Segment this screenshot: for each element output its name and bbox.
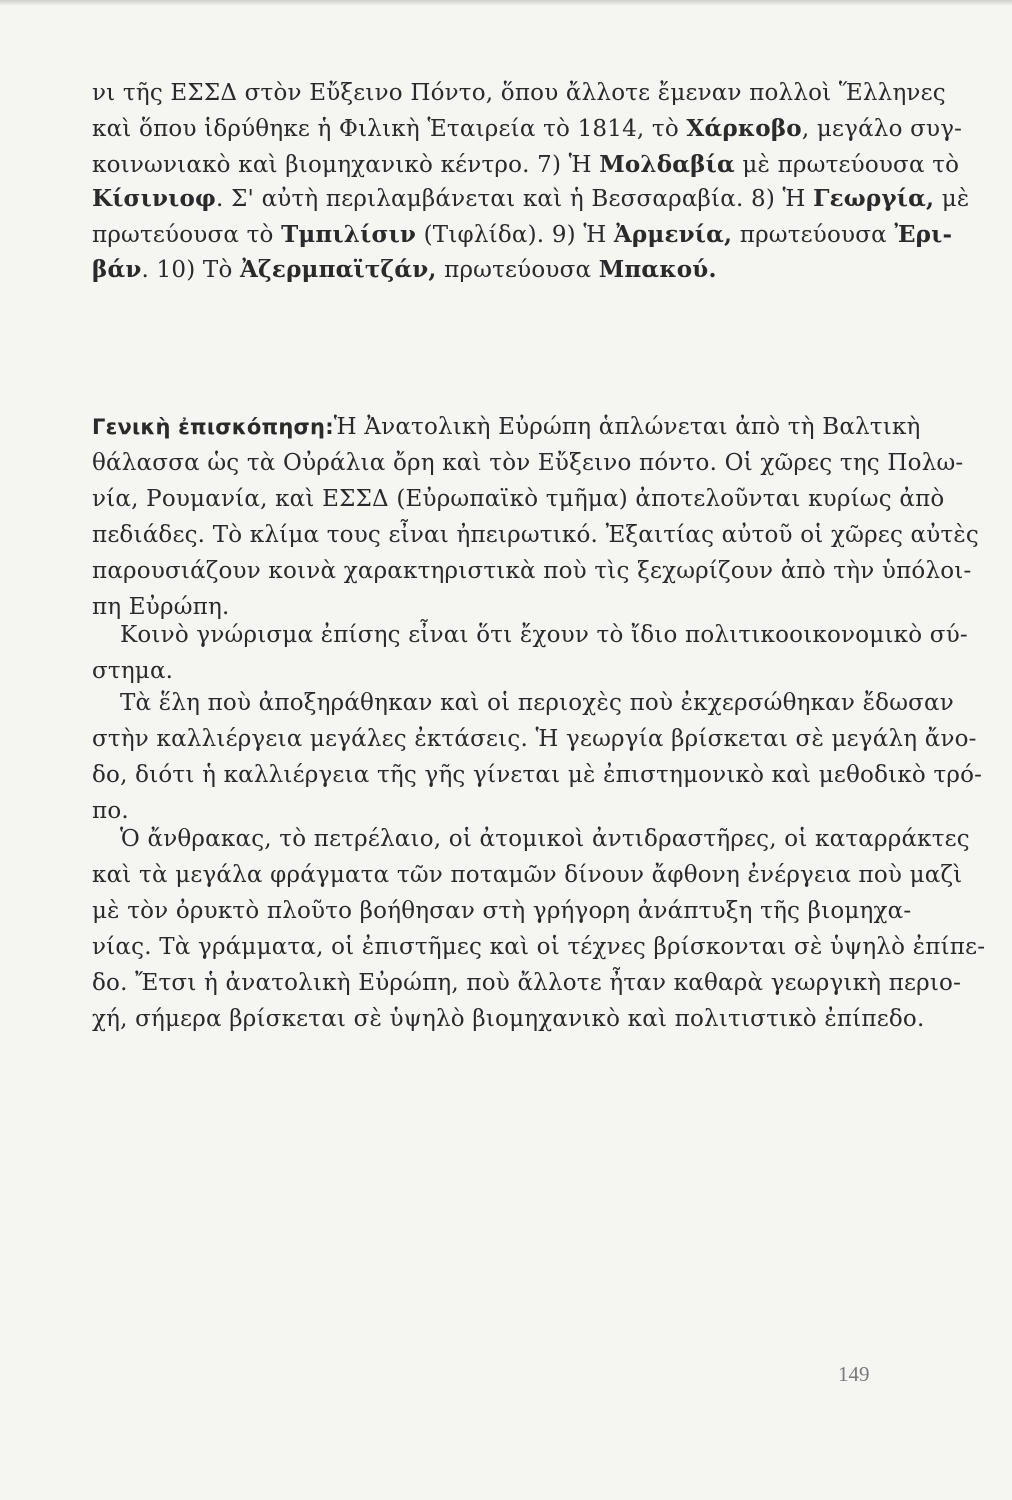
- text-line: μὲ τὸν ὀρυκτὸ πλοῦτο βοήθησαν στὴ γρήγορη ἀνάπτυξη τῆς βιομηχα-: [92, 898, 912, 924]
- text-line: δο, διότι ἡ καλλιέργεια τῆς γῆς γίνεται μὲ ἐπιστημονικὸ καὶ μεθοδικὸ τρό-: [92, 762, 983, 788]
- text-line: [92, 184, 969, 214]
- text-span: κοινωνιακὸ καὶ βιομηχανικὸ κέντρο. 7) Ἡ: [92, 152, 600, 178]
- text-line: πο.: [92, 798, 129, 824]
- page-number: 149: [838, 1362, 870, 1386]
- text-line: καὶ τὰ μεγάλα φράγματα τῶν ποταμῶν δίνουν ἄφθονη ἐνέργεια ποὺ μαζὶ: [92, 862, 963, 888]
- text-line: [92, 412, 921, 442]
- text-line: νι τῆς ΕΣΣΔ στὸν Εὔξεινο Πόντο, ὅπου ἄλλοτε ἔμεναν πολλοὶ Ἕλληνες: [92, 80, 946, 106]
- text-line: νίας. Τὰ γράμματα, οἱ ἐπιστῆμες καὶ οἱ τέχνες βρίσκονται σὲ ὑψηλὸ ἐπίπε-: [92, 934, 986, 960]
- text-line: [92, 220, 952, 250]
- text-line: στὴν καλλιέργεια μεγάλες ἐκτάσεις. Ἡ γεωργία βρίσκεται σὲ μεγάλη ἄνο-: [92, 726, 977, 752]
- text-line: θάλασσα ὡς τὰ Οὐράλια ὄρη καὶ τὸν Εὔξεινο πόντο. Οἱ χῶρες της Πολω-: [92, 450, 964, 476]
- text-line: δο. Ἔτσι ἡ ἀνατολικὴ Εὐρώπη, ποὺ ἄλλοτε ἦταν καθαρὰ γεωργικὴ περιο-: [92, 970, 962, 996]
- bold-term-kishinev: Κίσινιοφ: [92, 185, 217, 212]
- text-line: χή, σήμερα βρίσκεται σὲ ὑψηλὸ βιομηχανικὸ καὶ πολιτιστικὸ ἐπίπεδο.: [92, 1006, 925, 1032]
- bold-term-yerevan: Ἐρι-: [894, 221, 953, 248]
- bold-term-armenia: Ἀρμενία,: [613, 221, 733, 248]
- text-span: μὲ: [934, 186, 970, 212]
- text-line: Ὁ ἄνθρακας, τὸ πετρέλαιο, οἱ ἀτομικοὶ ἀντιδραστῆρες, οἱ καταρράκτες: [120, 826, 970, 852]
- bold-term-tbilisi: Τμπιλίσιν: [281, 221, 417, 248]
- bold-term-azerbaijan: Ἀζερμπαϊτζάν,: [240, 256, 437, 283]
- text-line: [92, 114, 962, 144]
- text-span: καὶ ὅπου ἱδρύθηκε ἡ Φιλικὴ Ἑταιρεία τὸ 1814, τὸ: [92, 116, 687, 142]
- text-line: στημα.: [92, 658, 174, 684]
- text-span: πρωτεύουσα: [436, 257, 599, 283]
- text-line: Τὰ ἕλη ποὺ ἀποξηράθηκαν καὶ οἱ περιοχὲς ποὺ ἐκχερσώθηκαν ἔδωσαν: [120, 690, 954, 716]
- text-line: πη Εὐρώπη.: [92, 594, 230, 620]
- bold-term-kharkov: Χάρκοβο: [686, 115, 802, 142]
- text-span: πρωτεύουσα: [732, 222, 895, 248]
- text-line: παρουσιάζουν κοινὰ χαρακτηριστικὰ ποὺ τὶς ξεχωρίζουν ἀπὸ τὴν ὑπόλοι-: [92, 558, 972, 584]
- text-line: νία, Ρουμανία, καὶ ΕΣΣΔ (Εὐρωπαϊκὸ τμῆμα) ἀποτελοῦνται κυρίως ἀπὸ: [92, 486, 945, 512]
- bold-term-yerevan-end: βάν: [92, 256, 142, 283]
- text-span: (Τιφλίδα). 9) Ἡ: [416, 222, 614, 248]
- bold-term-baku: Μπακού.: [598, 256, 717, 283]
- text-line: [92, 255, 717, 285]
- page-top-edge: [0, 0, 1012, 6]
- bold-term-moldavia: Μολδαβία: [599, 151, 735, 178]
- text-line: Κοινὸ γνώρισμα ἐπίσης εἶναι ὅτι ἔχουν τὸ ἴδιο πολιτικοοικονομικὸ σύ-: [120, 622, 968, 648]
- text-line: πεδιάδες. Τὸ κλίμα τους εἶναι ἠπειρωτικό. Ἐξαιτίας αὐτοῦ οἱ χῶρες αὐτὲς: [92, 522, 980, 548]
- text-span: . 10) Τὸ: [141, 257, 241, 283]
- section-heading: Γενικὴ ἐπισκόπηση:: [92, 415, 334, 439]
- bold-term-georgia: Γεωργία,: [813, 185, 935, 212]
- text-span: , μεγάλο συγ-: [801, 116, 963, 142]
- text-span: μὲ πρωτεύουσα τὸ: [734, 152, 960, 178]
- text-line: [92, 150, 959, 180]
- text-span: . Σ' αὐτὴ περιλαμβάνεται καὶ ἡ Βεσσαραβία. 8) Ἡ: [216, 186, 814, 212]
- text-span: Ἡ Ἀνατολικὴ Εὐρώπη ἁπλώνεται ἀπὸ τὴ Βαλτικὴ: [333, 414, 921, 440]
- text-span: πρωτεύουσα τὸ: [92, 222, 282, 248]
